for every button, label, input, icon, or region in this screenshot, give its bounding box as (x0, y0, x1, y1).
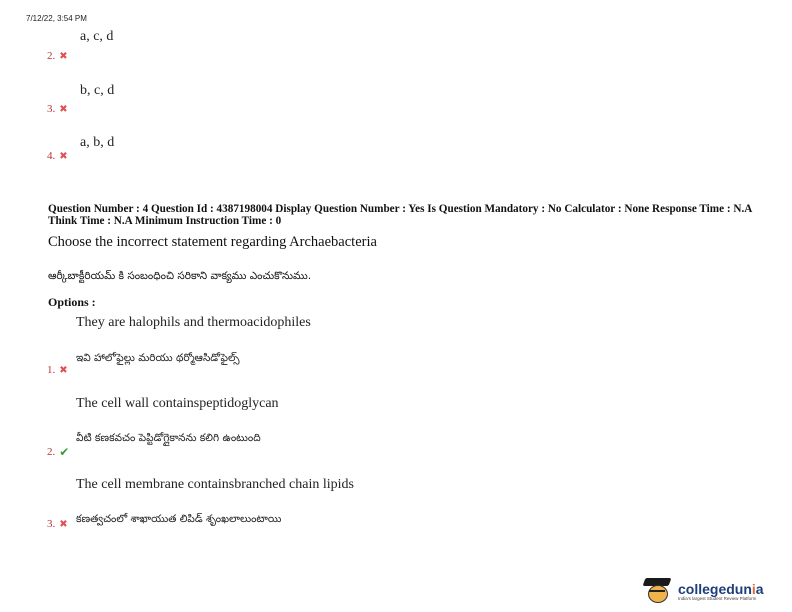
prev-option-2-number (47, 50, 68, 62)
collegedunia-logo (640, 578, 764, 604)
option-number: 4. (47, 150, 56, 162)
option-1-english: They are halophils and thermoacidophiles (76, 315, 311, 330)
option-2-number (47, 445, 69, 459)
option-1-number (47, 364, 68, 376)
cross-icon: ✖ (59, 518, 68, 530)
option-2-telugu: వీటి కణకవచం పెప్టిడోగ్లైకానను కలిగి ఉంటుంది (76, 432, 261, 444)
logo-tagline: India's largest Student Review Platform (678, 595, 757, 601)
cross-icon: ✖ (59, 364, 68, 376)
option-3-number (47, 518, 68, 530)
graduate-mascot-icon (640, 578, 674, 604)
prev-option-2-text: a, c, d (80, 29, 114, 44)
option-number: 3. (47, 518, 56, 530)
option-number: 2. (47, 50, 56, 62)
question-meta: Question Number : 4 Question Id : 4387198004 Display Question Number : Yes Is Question Mandatory : No Calculator : None Response Time : N.A Think Time : N.A Minimum Instruction Time : 0 (48, 203, 752, 227)
check-icon: ✔ (59, 445, 70, 459)
option-number: 1. (47, 364, 56, 376)
option-number: 2. (47, 446, 56, 458)
option-3-telugu: కణత్వచంలో శాఖాయుత లిపిడ్ శృంఖలాలుంటాయి (76, 513, 282, 525)
options-label: Options : (48, 295, 96, 309)
question-stem-english: Choose the incorrect statement regarding Archaebacteria (48, 234, 377, 250)
prev-option-3-number (47, 103, 68, 115)
prev-option-4-text: a, b, d (80, 135, 115, 150)
prev-option-3-text: b, c, d (80, 83, 115, 98)
question-stem-telugu: ఆర్కీబాక్టీరియమ్ కి సంబంధించి సరికాని వాక్యము ఎంచుకొనుము. (48, 270, 312, 282)
prev-option-4-number (47, 150, 68, 162)
option-2-english: The cell wall containspeptidoglycan (76, 396, 279, 411)
logo-name: collegedunia (678, 580, 764, 597)
cross-icon: ✖ (59, 103, 68, 115)
print-timestamp: 7/12/22, 3:54 PM (26, 14, 87, 23)
option-number: 3. (47, 103, 56, 115)
cross-icon: ✖ (59, 50, 68, 62)
cross-icon: ✖ (59, 150, 68, 162)
option-3-english: The cell membrane containsbranched chain lipids (76, 477, 354, 492)
option-1-telugu: ఇవి హాలోఫైల్లు మరియు థర్మోఆసిడోఫైల్స్ (76, 352, 240, 364)
